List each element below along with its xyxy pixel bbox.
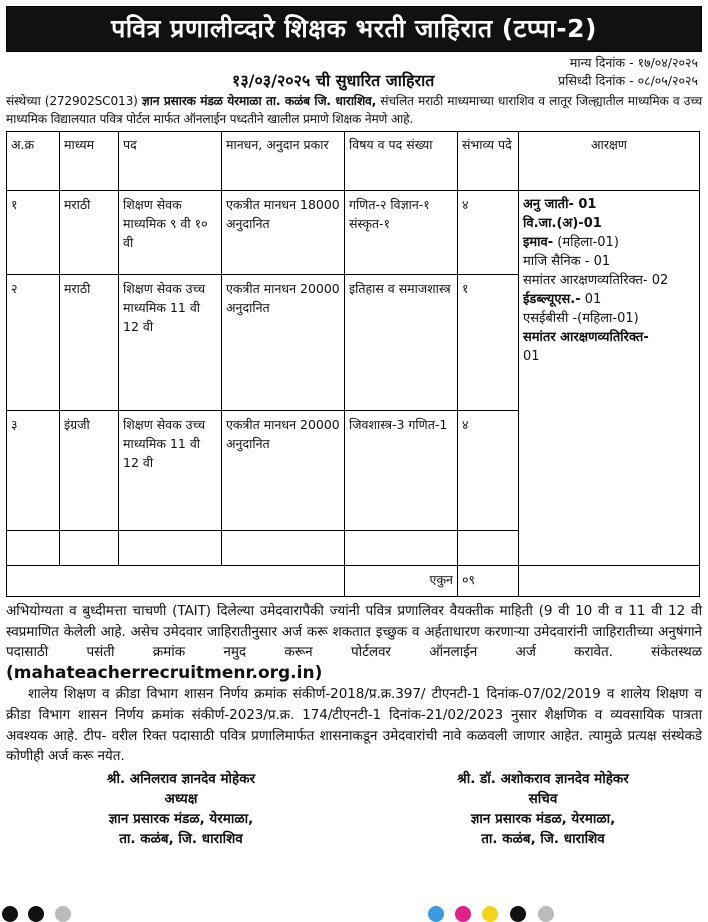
cell-pay: एकत्रीत मानधन 20000 अनुदानित	[222, 411, 345, 531]
registration-dot	[455, 906, 471, 922]
header-pay: मानधन, अनुदान प्रकार	[222, 132, 345, 191]
intro-org: ज्ञान प्रसारक मंडळ येरमाळा ता. कळंब जि. धाराशिव,	[141, 94, 377, 108]
cell-sr: १	[7, 191, 60, 275]
gr-paragraph: शालेय शिक्षण व क्रीडा विभाग शासन निर्णय क्रमांक संकीर्ण-2018/प्र.क्र.397/ टीएनटी-1 दिनांक-07/02/2019 व शालेय शिक्षण व क्रीडा विभाग शासन निर्णय क्रमांक संकीर्ण-2023/प्र.क्र. 174/टीएनटी-1 दिनांक-21/02/2023 नुसार शैक्षणिक व व्यवसायिक पात्रता अवश्यक आहे. टीप- वरील रिक्त पदासाठी पवित्र प्रणालिमार्फत शासनाकडून उमेदवारांची नावे कळवली जाणार आहेत. त्यामुळे प्रत्यक्ष संस्थेकडे कोणीही अर्ज करू नयेत.	[6, 686, 702, 765]
signature-secretary: श्री. डॉ. अशोकराव ज्ञानदेव मोहेकर सचिव ज्ञान प्रसारक मंडळ, येरमाळा, ता. कळंब, जि. धाराशिव	[457, 770, 629, 847]
print-registration-marks	[0, 908, 708, 916]
publish-date: प्रसिध्दी दिनांक - ०८/०५/२०२५	[558, 73, 698, 88]
signature-block	[6, 769, 702, 857]
registration-dot	[482, 906, 498, 922]
cell-medium: मराठी	[60, 275, 119, 411]
registration-dot	[428, 906, 444, 922]
cell-pay: एकत्रीत मानधन 20000 अनुदानित	[222, 275, 345, 411]
revised-title: १३/०३/२०२५ ची सुधारित जाहिरात	[232, 71, 435, 90]
cell-pay: एकत्रीत मानधन 18000 अनुदानित	[222, 191, 345, 275]
total-row	[7, 566, 700, 597]
total-value: ०९	[458, 566, 519, 597]
res-sebc: एसईबीसी -(महिला-01)	[523, 311, 639, 326]
cell-subjects: गणित-२ विज्ञान-१ संस्कृत-१	[345, 191, 458, 275]
registration-dot	[538, 906, 554, 922]
cell-subjects: इतिहास व समाजशास्त्र	[345, 275, 458, 411]
intro-prefix: संस्थेच्या (272902SC013)	[6, 94, 142, 108]
cell-sr: ३	[7, 411, 60, 531]
cell-medium: इंग्रजी	[60, 411, 119, 531]
date-block	[6, 52, 702, 92]
header-medium: माध्यम	[60, 132, 119, 191]
cell-post: शिक्षण सेवक उच्च माध्यमिक 11 वी 12 वी	[119, 411, 222, 531]
header-subjects: विषय व पद संख्या	[345, 132, 458, 191]
cell-posts: ४	[458, 411, 519, 531]
res-parallel-1: समांतर आरक्षणव्यतिरिक्त- 02	[523, 273, 669, 288]
header-reservation: आरक्षण	[519, 132, 700, 191]
registration-dot	[510, 906, 526, 922]
cell-post: शिक्षण सेवक माध्यमिक ९ वी १० वी	[119, 191, 222, 275]
cell-medium: मराठी	[60, 191, 119, 275]
cell-sr: २	[7, 275, 60, 411]
reservation-cell	[519, 191, 700, 566]
res-sc: अनु जाती- 01	[523, 197, 597, 212]
cell-subjects: जिवशास्त्र-3 गणित-1	[345, 411, 458, 531]
intro-rest: संचलित मराठी माध्यमाच्या धाराशिव व लातूर जिल्ह्यातील माध्यमिक व उच्च माध्यमिक विद्यालयात पवित्र पोर्टल मार्फत ऑनलाईन पध्दतीने खालील प्रमाणे शिक्षक नेमणे आहे.	[6, 94, 703, 126]
registration-dot	[28, 906, 44, 922]
res-exservice: माजि सैनिक - 01	[523, 254, 611, 269]
cell-post: शिक्षण सेवक उच्च माध्यमिक 11 वी 12 वी	[119, 275, 222, 411]
header-posts: संभाव्य पदे	[458, 132, 519, 191]
valid-date: मान्य दिनांक - १७/०४/२०२५	[569, 55, 698, 70]
website-link[interactable]: (mahateacherrecruitmenr.org.in)	[6, 662, 323, 683]
res-obc: इमाव- (महिला-01)	[523, 235, 619, 250]
vacancy-table	[6, 131, 700, 597]
registration-dot	[55, 906, 71, 922]
headline-banner: पवित्र प्रणालीव्दारे शिक्षक भरती जाहिरात (टप्पा-2)	[6, 6, 702, 52]
cell-posts: ४	[458, 191, 519, 275]
intro-text	[6, 92, 702, 128]
eligibility-paragraph: अभियोग्यता व बुध्दीमत्ता चाचणी (TAIT) दिलेल्या उमेदवारापैकी ज्यांनी पवित्र प्रणालिवर वैयक्तीक माहिती (9 वी 10 वी व 11 वी 12 वी स्वप्रमाणित केलेली आहे. असेच उमेदवार जाहिरातीनुसार अर्ज करू शकतात इच्छुक व अर्हताधारण करणाऱ्या उमेदवारांनी जाहिरातीच्या अनुषंगाने पदासाठी पसंती क्रमांक नमुद करून पोर्टलवर ऑनलाईन अर्ज करावेत. संकेतस्थळ (mahateacherrecruitmenr.org.in)	[6, 603, 702, 683]
table-header-row	[7, 132, 700, 191]
res-ews: ईडब्ल्यूएस.- 01	[523, 292, 602, 307]
header-sr: अ.क्र	[7, 132, 60, 191]
signature-president: श्री. अनिलराव ज्ञानदेव मोहेकर अध्यक्ष ज्ञान प्रसारक मंडळ, येरमाळा, ता. कळंब, जि. धाराशिव	[106, 770, 256, 847]
table-row	[7, 191, 700, 275]
cell-posts: १	[458, 275, 519, 411]
res-parallel-2: समांतर आरक्षणव्यतिरिक्त- 01	[523, 330, 649, 364]
res-vja: वि.जा.(अ)-01	[523, 216, 602, 231]
advertisement	[6, 6, 702, 857]
total-label: एकुन	[345, 566, 458, 597]
header-post: पद	[119, 132, 222, 191]
registration-dot	[2, 906, 18, 922]
